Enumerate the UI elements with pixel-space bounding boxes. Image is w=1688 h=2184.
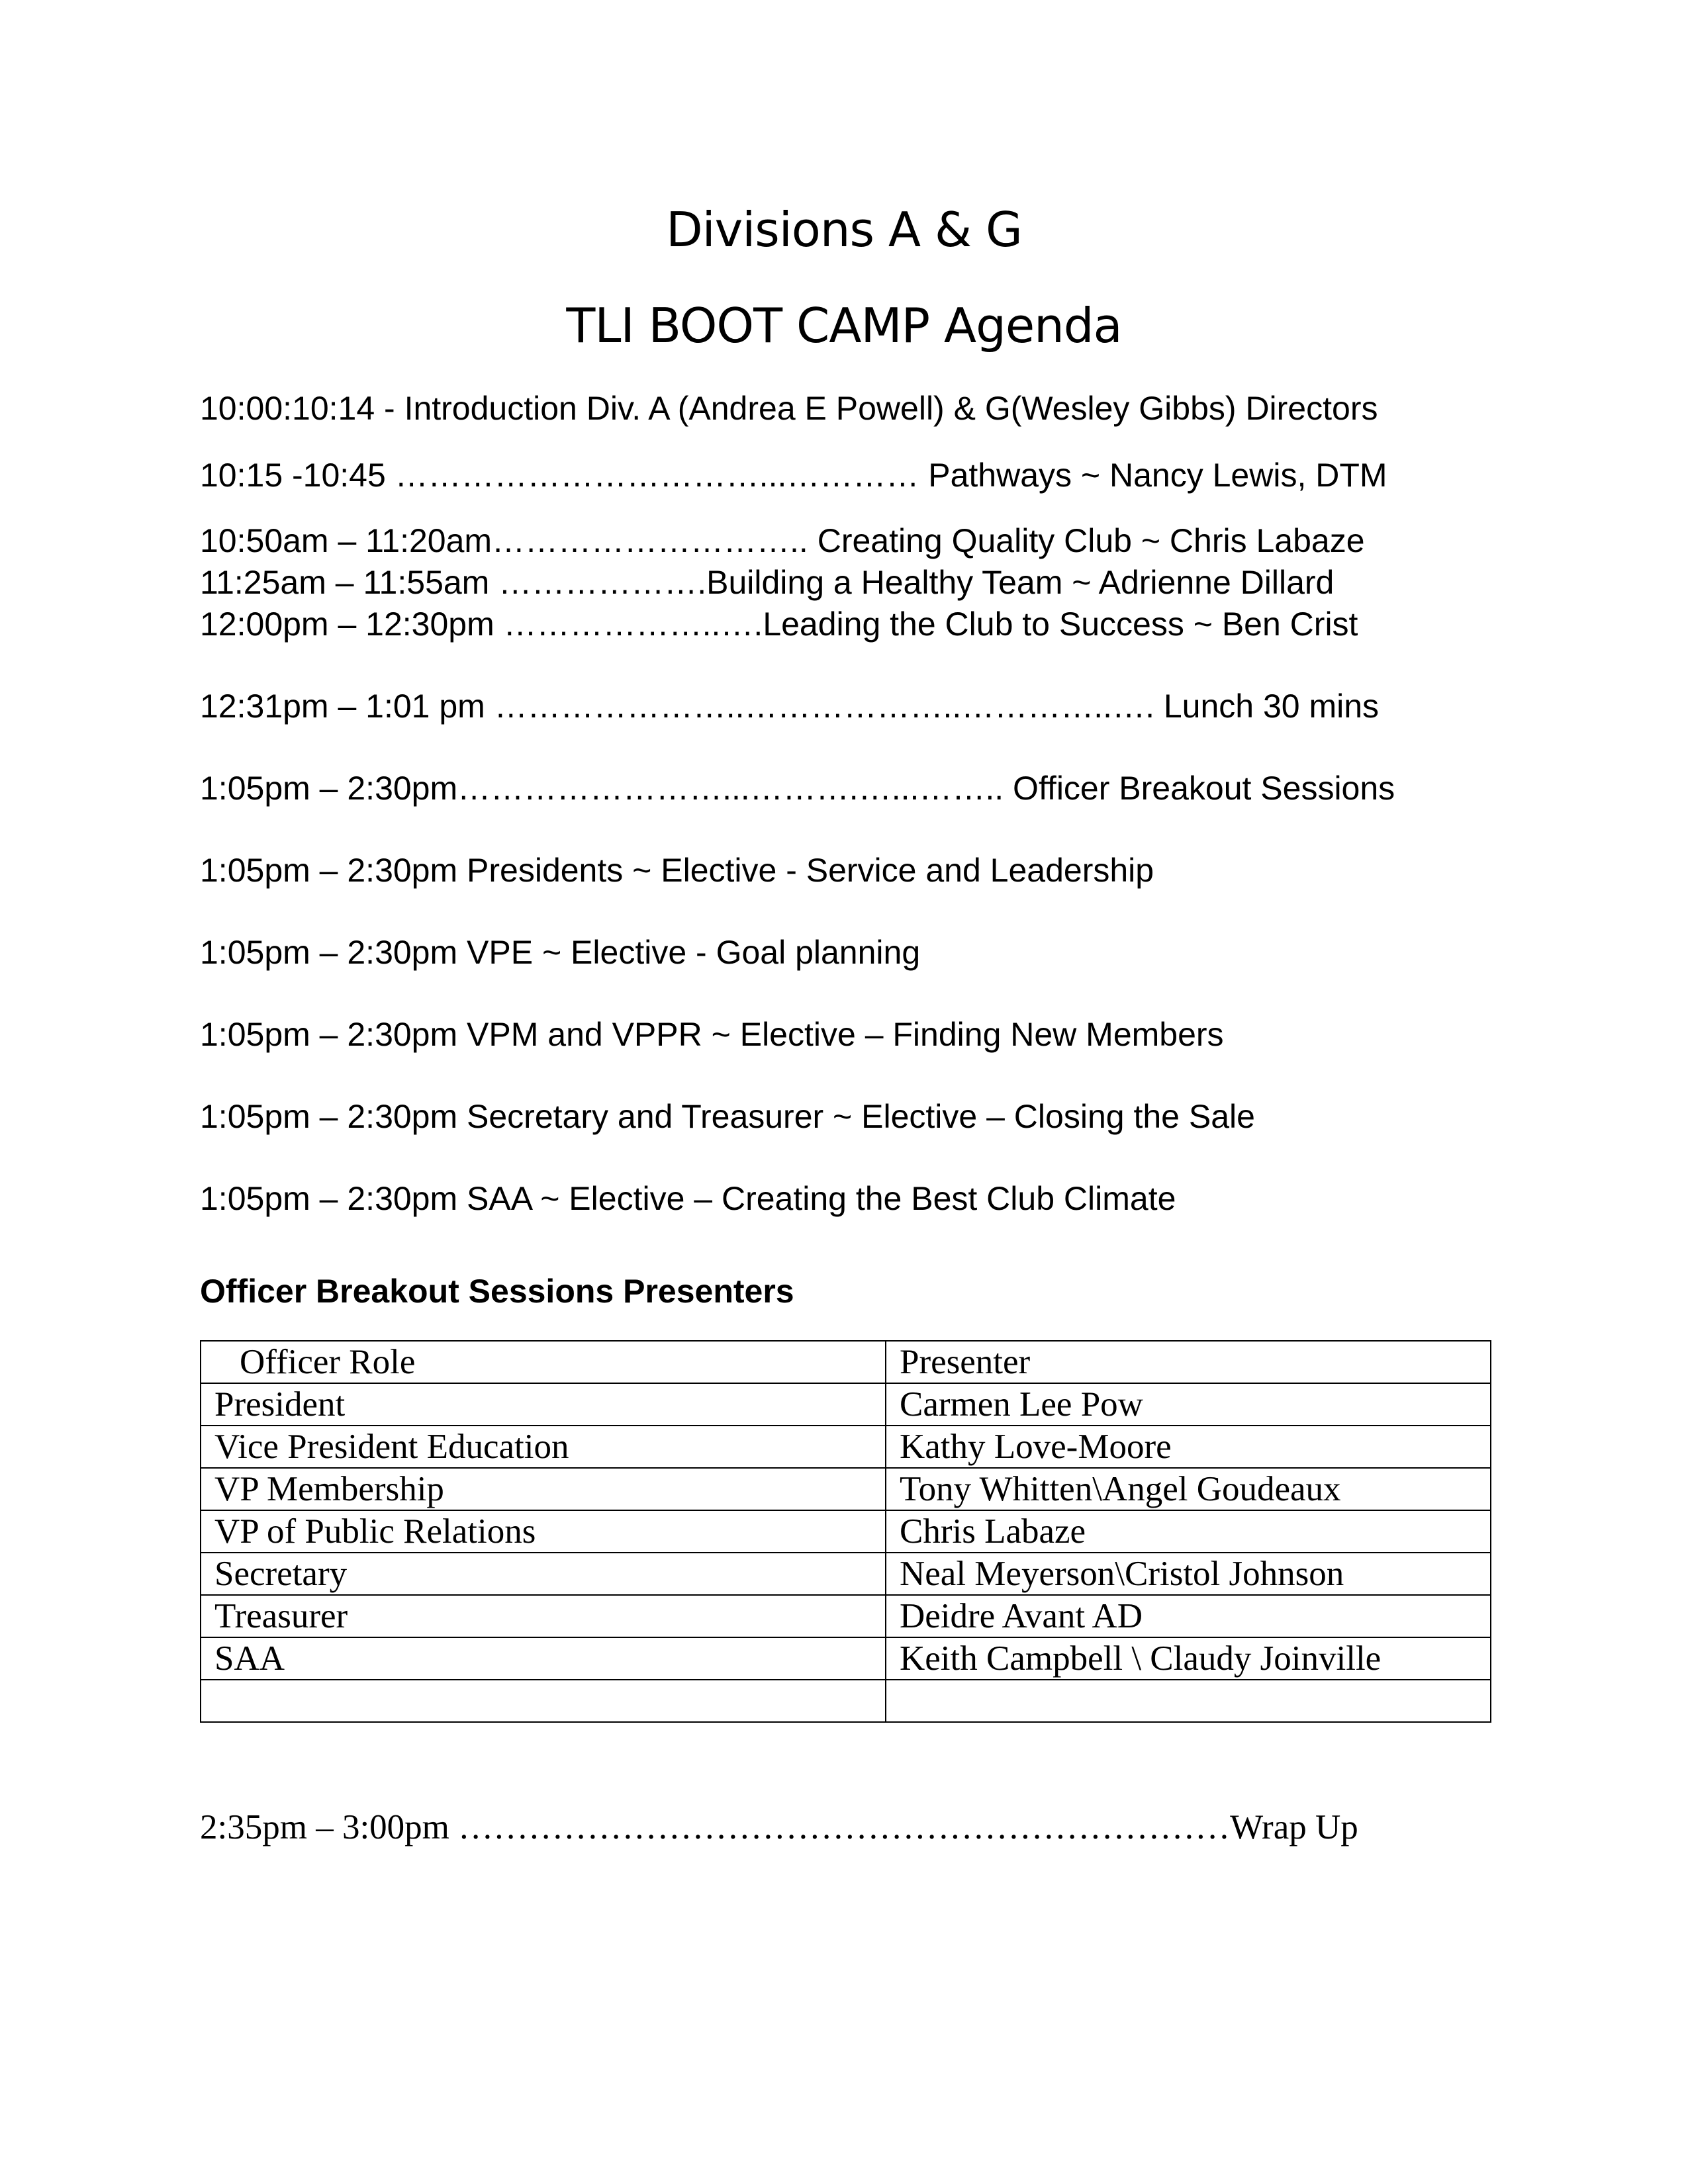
officer-role-cell: Treasurer (201, 1595, 886, 1637)
presenter-cell: Keith Campbell \ Claudy Joinville (886, 1637, 1491, 1680)
officer-role-cell: Secretary (201, 1553, 886, 1595)
column-header-presenter: Presenter (886, 1341, 1491, 1383)
table-row (201, 1553, 1491, 1595)
table-header-row (201, 1341, 1491, 1383)
wrap-up-line: 2:35pm – 3:00pm …………………………………………………………Wrap Up (200, 1808, 1358, 1846)
presenter-cell (886, 1680, 1491, 1722)
agenda-item: 10:00:10:14 - Introduction Div. A (Andrea E Powell) & G(Wesley Gibbs) Directors (200, 390, 1378, 427)
presenter-cell: Carmen Lee Pow (886, 1383, 1491, 1426)
agenda-item: 1:05pm – 2:30pm Presidents ~ Elective - Service and Leadership (200, 852, 1154, 889)
agenda-item: 10:15 -10:45 ……………………………...………… Pathways ~ Nancy Lewis, DTM (200, 457, 1387, 494)
table-row (201, 1510, 1491, 1553)
presenters-table (200, 1340, 1491, 1723)
agenda-item: 12:00pm – 12:30pm ………………..….Leading the Club to Success ~ Ben Crist (200, 606, 1358, 643)
presenter-cell: Tony Whitten\Angel Goudeaux (886, 1468, 1491, 1510)
presenter-cell: Kathy Love-Moore (886, 1426, 1491, 1468)
agenda-item: 1:05pm – 2:30pm SAA ~ Elective – Creating the Best Club Climate (200, 1180, 1176, 1217)
column-header-officer-role: Officer Role (201, 1341, 886, 1383)
table-row (201, 1595, 1491, 1637)
officer-role-cell: VP of Public Relations (201, 1510, 886, 1553)
officer-role-cell (201, 1680, 886, 1722)
page-subtitle: TLI BOOT CAMP Agenda (566, 298, 1122, 353)
presenter-cell: Neal Meyerson\Cristol Johnson (886, 1553, 1491, 1595)
officer-role-cell: Vice President Education (201, 1426, 886, 1468)
officer-role-cell: SAA (201, 1637, 886, 1680)
table-row (201, 1383, 1491, 1426)
agenda-item: 1:05pm – 2:30pm……………………...……….…...…….. Officer Breakout Sessions (200, 770, 1395, 807)
table-row-empty (201, 1680, 1491, 1722)
agenda-item: 11:25am – 11:55am ……………….Building a Healthy Team ~ Adrienne Dillard (200, 564, 1335, 601)
agenda-item: 12:31pm – 1:01 pm …………………..………………..…………..…. Lunch 30 mins (200, 688, 1380, 725)
presenter-cell: Deidre Avant AD (886, 1595, 1491, 1637)
agenda-item: 1:05pm – 2:30pm VPE ~ Elective - Goal planning (200, 934, 921, 971)
officer-role-cell: President (201, 1383, 886, 1426)
officer-role-cell: VP Membership (201, 1468, 886, 1510)
agenda-item: 1:05pm – 2:30pm VPM and VPPR ~ Elective – Finding New Members (200, 1016, 1224, 1053)
table-row (201, 1426, 1491, 1468)
page-title: Divisions A & G (666, 202, 1022, 257)
breakout-heading: Officer Breakout Sessions Presenters (200, 1273, 794, 1310)
agenda-item: 1:05pm – 2:30pm Secretary and Treasurer ~ Elective – Closing the Sale (200, 1098, 1255, 1135)
agenda-item: 10:50am – 11:20am……………………….. Creating Quality Club ~ Chris Labaze (200, 522, 1365, 559)
presenter-cell: Chris Labaze (886, 1510, 1491, 1553)
table-row (201, 1637, 1491, 1680)
table-row (201, 1468, 1491, 1510)
